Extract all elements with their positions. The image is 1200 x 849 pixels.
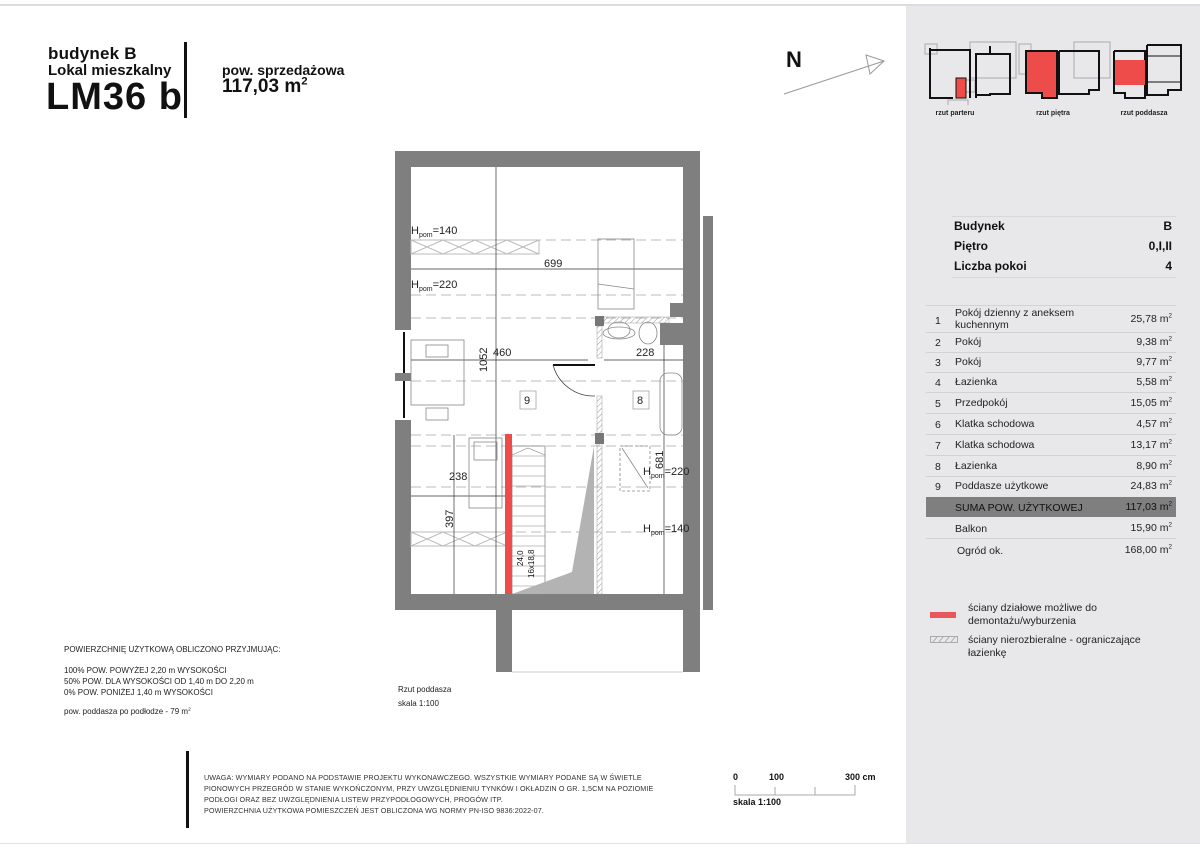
info-label: Budynek bbox=[954, 219, 1005, 233]
room-num: 8 bbox=[935, 461, 941, 473]
disclaimer-line: UWAGA: WYMIARY PODANO NA PODSTAWIE PROJEKTU WYKONAWCZEGO. WSZYSTKIE WYMIARY PODANE SĄ W ŚWIETLE bbox=[204, 773, 642, 782]
sum-label: SUMA POW. UŻYTKOWEJ bbox=[955, 502, 1083, 514]
sales-area-label: pow. sprzedażowa bbox=[222, 62, 345, 78]
height-label-220-top: $H_{pom}=220$ bbox=[411, 279, 458, 294]
room-name: Łazienka bbox=[955, 460, 998, 472]
room-area: 15,05 $m^2$ bbox=[1130, 396, 1172, 409]
north-label: N bbox=[786, 47, 802, 72]
dim-681: 681 bbox=[654, 450, 666, 469]
legend-hatch-swatch-icon bbox=[930, 636, 958, 643]
sales-area-number: 117,03 m bbox=[222, 76, 302, 97]
height-label-140-right: $H_{pom}=140$ bbox=[643, 523, 690, 538]
room-num: 7 bbox=[935, 440, 941, 452]
extra-name: Ogród ok. bbox=[957, 545, 1004, 557]
room-row-8 bbox=[926, 456, 1176, 477]
stairs-label-1: 24,0 bbox=[516, 550, 525, 566]
plan-scale: skala 1:100 bbox=[398, 699, 439, 708]
legend-item-bathroom-walls: ściany nierozbieralne - ograniczające łazienkę bbox=[968, 634, 1141, 659]
room-num: 6 bbox=[935, 419, 941, 431]
room-name: Pokój bbox=[955, 336, 982, 348]
info-value: 0,I,II bbox=[1148, 239, 1172, 253]
sales-area-value bbox=[222, 76, 308, 98]
room-row-6 bbox=[926, 414, 1176, 435]
dim-460: 460 bbox=[493, 347, 512, 359]
thumb-attic-icon bbox=[1114, 45, 1181, 98]
disclaimer-line: PODŁOGI ORAZ BEZ UWZGLĘDNIENIA LISTEW PRZYPODŁOGOWYCH, PROGÓW ITP. bbox=[204, 795, 503, 804]
info-value: 4 bbox=[1165, 259, 1172, 273]
north-arrow-icon bbox=[780, 52, 890, 98]
room-area: 24,83 $m^2$ bbox=[1130, 479, 1172, 492]
sup: 2 bbox=[301, 75, 308, 88]
extra-row-balcony bbox=[926, 518, 1176, 539]
info-label: Piętro bbox=[954, 239, 989, 253]
room-area: 13,17 $m^2$ bbox=[1130, 438, 1172, 451]
room-num: 4 bbox=[935, 377, 941, 389]
info-separator-bottom bbox=[952, 277, 1176, 278]
room-num: 3 bbox=[935, 357, 941, 369]
thumb-label-first[interactable]: rzut piętra bbox=[1036, 110, 1070, 117]
room-area: 4,57 $m^2$ bbox=[1136, 417, 1172, 430]
floor-thumbnails bbox=[920, 40, 1190, 105]
room-row-4 bbox=[926, 373, 1176, 393]
room-name: Pokój dzienny z aneksem kuchennym bbox=[955, 307, 1075, 331]
notes-line-2: 50% POW. DLA WYSOKOŚCI OD 1,40 m DO 2,20 m bbox=[64, 677, 254, 686]
info-row-floor bbox=[954, 239, 1172, 259]
room-row-7 bbox=[926, 435, 1176, 456]
scale-tick-100: 100 bbox=[769, 772, 785, 782]
dim-699: 699 bbox=[544, 258, 563, 270]
disclaimer-bar bbox=[186, 751, 189, 828]
scale-label: skala 1:100 bbox=[733, 797, 782, 807]
stairs-label-2: 16x18,8 bbox=[527, 549, 536, 578]
dim-238: 238 bbox=[449, 471, 468, 483]
room-name: Pokój bbox=[955, 356, 982, 368]
disclaimer-line: POWIERZCHNIA UŻYTKOWA POMIESZCZEŃ JEST OBLICZONA WG NORMY PN-ISO 9836:2022-07. bbox=[204, 806, 544, 815]
room-name: Przedpokój bbox=[955, 397, 1008, 409]
thumb-ground-floor-icon bbox=[925, 42, 1016, 105]
page-bottom-border bbox=[0, 843, 1200, 844]
thumb-label-ground[interactable]: rzut parteru bbox=[935, 110, 975, 117]
extra-name: Balkon bbox=[955, 523, 988, 535]
room-num: 5 bbox=[935, 398, 941, 410]
info-label: Liczba pokoi bbox=[954, 259, 1027, 273]
thumb-first-floor-icon bbox=[1019, 42, 1110, 98]
room-name: Klatka schodowa bbox=[955, 439, 1035, 451]
plan-caption: Rzut poddasza bbox=[398, 685, 452, 694]
room-row-3 bbox=[926, 353, 1176, 373]
height-label-220-right: $H_{pom}=220$ bbox=[643, 466, 690, 481]
room-tag-9: 9 bbox=[524, 395, 531, 407]
header-divider bbox=[184, 42, 187, 118]
room-area: 9,38 $m^2$ bbox=[1136, 335, 1172, 348]
legend-item-removable: ściany działowe możliwe do demontażu/wyburzenia bbox=[968, 602, 1097, 627]
extra-area: 168,00 $m^2$ bbox=[1124, 543, 1172, 556]
room-num: 2 bbox=[935, 337, 941, 349]
unit-type: Lokal mieszkalny bbox=[48, 62, 172, 79]
dim-397: 397 bbox=[444, 509, 456, 528]
room-num: 9 bbox=[935, 481, 941, 493]
room-row-9 bbox=[926, 477, 1176, 496]
room-area: 8,90 $m^2$ bbox=[1136, 459, 1172, 472]
room-row-1 bbox=[926, 306, 1176, 333]
notes-attic-area: pow. poddasza po podłodze - 79 $m^2$ bbox=[64, 707, 191, 716]
room-row-5 bbox=[926, 393, 1176, 414]
room-name: Łazienka bbox=[955, 376, 998, 388]
room-num: 1 bbox=[935, 315, 941, 327]
scale-tick-0: 0 bbox=[733, 772, 739, 782]
room-area: 5,58 $m^2$ bbox=[1136, 375, 1172, 388]
scale-tick-300: 300 cm bbox=[845, 772, 876, 782]
extra-row-garden bbox=[926, 539, 1176, 563]
room-area: 25,78 $m^2$ bbox=[1130, 312, 1172, 325]
room-area: 9,77 $m^2$ bbox=[1136, 355, 1172, 368]
unit-code: LM36 b bbox=[46, 76, 183, 118]
info-value: B bbox=[1163, 219, 1172, 233]
notes-title: POWIERZCHNIĘ UŻYTKOWĄ OBLICZONO PRZYJMUJĄC: bbox=[64, 645, 281, 654]
scale-bar-icon bbox=[734, 785, 864, 797]
sum-area: 117,03 $m^2$ bbox=[1125, 500, 1172, 513]
disclaimer bbox=[204, 772, 653, 816]
dim-228: 228 bbox=[636, 347, 655, 359]
notes-line-3: 0% POW. PONIŻEJ 1,40 m WYSOKOŚCI bbox=[64, 688, 213, 697]
extra-area: 15,90 $m^2$ bbox=[1130, 521, 1172, 534]
room-name: Poddasze użytkowe bbox=[955, 480, 1049, 492]
info-row-building bbox=[954, 219, 1172, 239]
notes-line-1: 100% POW. POWYŻEJ 2,20 m WYSOKOŚCI bbox=[64, 666, 227, 675]
disclaimer-line: PIONOWYCH PRZEGRÓD W STANIE WYKOŃCZONYM, PRZY UWZGLĘDNIENIU TYNKÓW I OKŁADZIN O GR. 1,5CM NA POZIOMIE bbox=[204, 784, 654, 793]
dim-1052: 1052 bbox=[478, 347, 490, 372]
legend-red-swatch bbox=[930, 612, 956, 618]
room-row-2 bbox=[926, 333, 1176, 353]
building-label: budynek B bbox=[48, 44, 137, 63]
thumb-label-attic[interactable]: rzut poddasza bbox=[1120, 110, 1168, 117]
info-row-rooms bbox=[954, 259, 1172, 279]
sum-row bbox=[926, 497, 1176, 517]
room-name: Klatka schodowa bbox=[955, 418, 1035, 430]
height-label-140-top: $H_{pom}=140$ bbox=[411, 225, 458, 240]
room-tag-8: 8 bbox=[637, 395, 644, 407]
info-separator-top bbox=[952, 216, 1176, 217]
